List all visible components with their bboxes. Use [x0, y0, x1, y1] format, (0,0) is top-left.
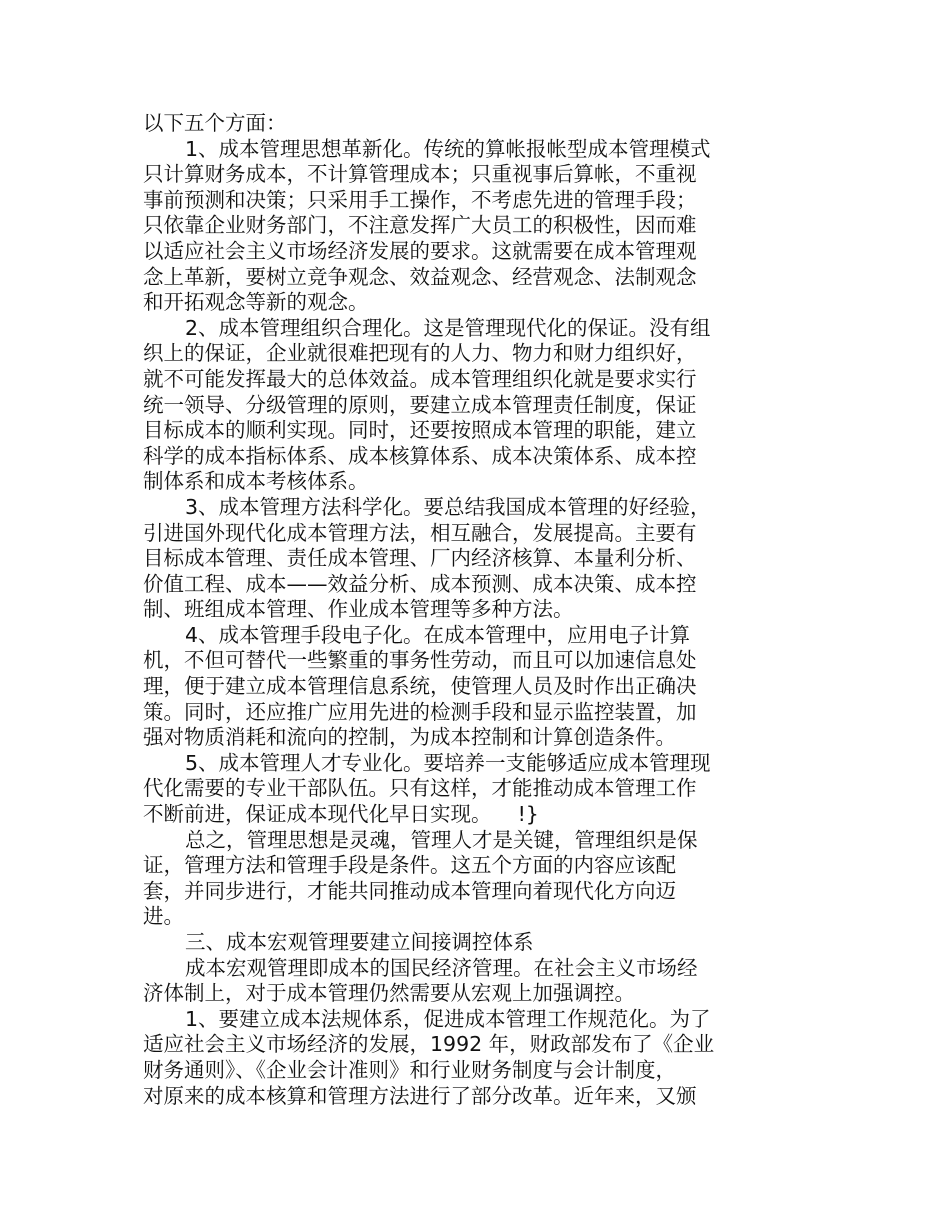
text-line: 和开拓观念等新的观念。	[143, 290, 369, 315]
text-line: 强对物质消耗和流向的控制，为成本控制和计算创造条件。	[143, 725, 676, 750]
text-line: 套，并同步进行，才能共同推动成本管理向着现代化方向迈	[143, 878, 676, 903]
text-line: 就不可能发挥最大的总体效益。成本管理组织化就是要求实行	[143, 366, 697, 391]
text-line: 制体系和成本考核体系。	[143, 469, 369, 494]
paragraph-macro-start: 成本宏观管理即成本的国民经济管理。在社会主义市场经	[185, 955, 698, 980]
text-line: 只计算财务成本，不计算管理成本；只重视事后算帐，不重视	[143, 162, 697, 187]
text-line: 济体制上，对于成本管理仍然需要从宏观上加强调控。	[143, 981, 635, 1006]
text-line: 目标成本的顺利实现。同时，还要按照成本管理的职能，建立	[143, 418, 697, 443]
text-line: 事前预测和决策；只采用手工操作，不考虑先进的管理手段；	[143, 187, 697, 212]
text-line: 制、班组成本管理、作业成本管理等多种方法。	[143, 597, 574, 622]
text-line: 引进国外现代化成本管理方法，相互融合，发展提高。主要有	[143, 520, 697, 545]
document-body	[143, 111, 743, 1109]
paragraph-2-start: 2、成本管理组织合理化。这是管理现代化的保证。没有组	[185, 315, 711, 340]
text-line: 只依靠企业财务部门，不注意发挥广大员工的积极性，因而难	[143, 213, 697, 238]
paragraph-4-start: 4、成本管理手段电子化。在成本管理中，应用电子计算	[185, 622, 691, 647]
paragraph-law-start: 1、要建立成本法规体系，促进成本管理工作规范化。为了	[185, 1006, 711, 1031]
text-line: 价值工程、成本——效益分析、成本预测、成本决策、成本控	[143, 571, 697, 596]
text-line: 目标成本管理、责任成本管理、厂内经济核算、本量利分析、	[143, 546, 697, 571]
text-line: 科学的成本指标体系、成本核算体系、成本决策体系、成本控	[143, 443, 697, 468]
text-line: 策。同时，还应推广应用先进的检测手段和显示监控装置，加	[143, 699, 697, 724]
paragraph-summary-start: 总之，管理思想是灵魂，管理人才是关键，管理组织是保	[185, 827, 698, 852]
paragraph-3-start: 3、成本管理方法科学化。要总结我国成本管理的好经验，	[185, 494, 711, 519]
text-line: 理，便于建立成本管理信息系统，使管理人员及时作出正确决	[143, 674, 697, 699]
text-line: 不断前进，保证成本现代化早日实现。 !}	[143, 802, 539, 827]
text-line: 证，管理方法和管理手段是条件。这五个方面的内容应该配	[143, 853, 676, 878]
text-line: 以适应社会主义市场经济发展的要求。这就需要在成本管理观	[143, 238, 697, 263]
text-line: 机，不但可替代一些繁重的事务性劳动，而且可以加速信息处	[143, 648, 697, 673]
text-line: 对原来的成本核算和管理方法进行了部分改革。近年来，又颁	[143, 1083, 697, 1108]
text-line: 统一领导、分级管理的原则，要建立成本管理责任制度，保证	[143, 392, 697, 417]
text-line: 以下五个方面：	[143, 111, 287, 135]
text-line: 财务通则》、《企业会计准则》和行业财务制度与会计制度，	[143, 1057, 676, 1082]
section-heading: 三、成本宏观管理要建立间接调控体系	[185, 930, 534, 954]
text-line: 进。	[143, 904, 184, 929]
text-line: 代化需要的专业干部队伍。只有这样，才能推动成本管理工作	[143, 776, 697, 801]
text-line: 适应社会主义市场经济的发展，1992 年，财政部发布了《企业	[143, 1032, 715, 1057]
paragraph-1-start: 1、成本管理思想革新化。传统的算帐报帐型成本管理模式	[185, 136, 711, 161]
text-line: 织上的保证，企业就很难把现有的人力、物力和财力组织好，	[143, 341, 697, 366]
paragraph-5-start: 5、成本管理人才专业化。要培养一支能够适应成本管理现	[185, 750, 711, 775]
text-line: 念上革新，要树立竞争观念、效益观念、经营观念、法制观念	[143, 264, 697, 289]
